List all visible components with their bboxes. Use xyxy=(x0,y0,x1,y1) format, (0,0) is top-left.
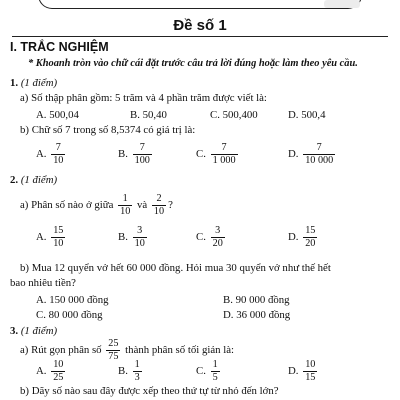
question-text: thành phân số tối giản là: xyxy=(125,344,235,356)
denominator: 10 000 xyxy=(305,155,334,167)
fraction xyxy=(133,359,142,384)
q1b-option-c[interactable] xyxy=(196,141,240,167)
title-divider xyxy=(12,36,388,37)
option-letter: B. xyxy=(118,148,128,160)
numerator: 1 xyxy=(212,359,218,371)
q3a-option-d[interactable] xyxy=(288,358,319,384)
denominator: 5 xyxy=(212,372,218,384)
option-letter: B. xyxy=(118,365,128,377)
numerator: 7 xyxy=(133,142,152,155)
numerator: 10 xyxy=(305,359,316,371)
numerator: 15 xyxy=(53,225,64,237)
numerator: 3 xyxy=(211,225,225,238)
option-letter: C. xyxy=(196,231,206,243)
fraction xyxy=(133,225,147,250)
page-title: Đề số 1 xyxy=(173,17,227,34)
numerator: 3 xyxy=(133,225,147,238)
question-number: 1. xyxy=(10,77,19,89)
denominator: 10 xyxy=(53,238,64,250)
numerator: 10 xyxy=(53,359,64,371)
q1b-option-a[interactable] xyxy=(36,141,67,167)
q2a-option-d[interactable] xyxy=(288,224,319,250)
denominator: 15 xyxy=(305,372,316,384)
numerator: 15 xyxy=(305,225,316,237)
fraction xyxy=(303,225,317,250)
denominator: 10 xyxy=(134,238,145,250)
q1a-option-d[interactable]: D. 500,4 xyxy=(288,109,326,121)
fraction xyxy=(211,142,238,167)
question-1-heading xyxy=(10,77,57,89)
denominator: 1 000 xyxy=(212,155,236,167)
option-letter: B. xyxy=(118,231,128,243)
numerator: 1 xyxy=(134,359,140,371)
q1b-option-d[interactable] xyxy=(288,141,337,167)
q2-part-a-text xyxy=(20,192,173,218)
question-text: a) Phân số nào ở giữa xyxy=(20,199,114,211)
denominator: 20 xyxy=(305,238,316,250)
fraction xyxy=(303,142,335,167)
q1b-option-b[interactable] xyxy=(118,141,154,167)
q3a-option-c[interactable] xyxy=(196,358,222,384)
fraction xyxy=(51,225,65,250)
q2a-option-b[interactable] xyxy=(118,224,149,250)
option-letter: A. xyxy=(36,148,47,160)
q3-part-b-text: b) Dãy số nào sau đây được xếp theo thứ tự từ nhỏ đến lớn? xyxy=(20,385,279,397)
question-mark: ? xyxy=(168,199,173,211)
denominator: 75 xyxy=(108,351,119,363)
q3a-option-a[interactable] xyxy=(36,358,67,384)
numerator: 2 xyxy=(152,193,166,206)
q1-part-b-text: b) Chữ số 7 trong số 8,5374 có giá trị là: xyxy=(20,124,196,136)
q2a-option-c[interactable] xyxy=(196,224,227,250)
option-letter: A. xyxy=(36,365,47,377)
question-points: (1 điểm) xyxy=(20,174,58,186)
question-number: 3. xyxy=(10,325,19,337)
option-letter: A. xyxy=(36,231,47,243)
question-2-heading xyxy=(10,174,57,186)
q2b-option-b[interactable]: B. 90 000 đồng xyxy=(223,294,290,306)
question-points: (1 điểm) xyxy=(20,325,58,337)
numerator: 7 xyxy=(303,142,335,155)
q2b-option-c[interactable]: C. 80 000 đồng xyxy=(36,309,103,321)
fraction xyxy=(211,359,220,384)
numerator: 7 xyxy=(211,142,238,155)
q2a-option-a[interactable] xyxy=(36,224,67,250)
question-text: a) Rút gọn phân số xyxy=(20,344,102,356)
instruction-text: * Khoanh tròn vào chữ cái đặt trước câu trả lời đúng hoặc làm theo yêu cầu. xyxy=(28,58,358,69)
fraction xyxy=(51,142,65,167)
question-number: 2. xyxy=(10,174,19,186)
numerator: 1 xyxy=(118,193,132,206)
denominator: 10 xyxy=(53,155,64,167)
question-text: và xyxy=(137,199,148,211)
option-letter: D. xyxy=(288,148,299,160)
scan-smudge xyxy=(324,0,360,8)
fraction xyxy=(303,359,317,384)
denominator: 10 xyxy=(153,206,165,218)
page-top-decoration xyxy=(0,0,400,14)
q2-part-b-text-line-1: b) Mua 12 quyển vở hết 60 000 đồng. Hỏi mua 30 quyển vở như thế hết xyxy=(20,262,331,274)
q1a-option-b[interactable]: B. 50,40 xyxy=(130,109,167,121)
numerator: 25 xyxy=(108,338,119,350)
fraction xyxy=(51,359,65,384)
denominator: 3 xyxy=(134,372,140,384)
fraction xyxy=(152,193,166,218)
q1-part-a-text: a) Số thập phân gồm: 5 trăm và 4 phần trăm được viết là: xyxy=(20,92,267,104)
denominator: 10 xyxy=(120,206,131,218)
q1a-option-a[interactable]: A. 500,04 xyxy=(36,109,79,121)
option-letter: D. xyxy=(288,365,299,377)
q2b-option-d[interactable]: D. 36 000 đồng xyxy=(223,309,291,321)
q2-part-b-text-line-2: bao nhiêu tiền? xyxy=(10,277,76,289)
section-heading: I. TRẮC NGHIỆM xyxy=(10,40,109,54)
header-frame xyxy=(38,0,362,9)
denominator: 100 xyxy=(134,155,150,167)
denominator: 25 xyxy=(53,372,64,384)
option-letter: D. xyxy=(288,231,299,243)
question-points: (1 điểm) xyxy=(20,77,58,89)
q3a-option-b[interactable] xyxy=(118,358,144,384)
fraction xyxy=(133,142,152,167)
q1a-option-c[interactable]: C. 500,400 xyxy=(210,109,258,121)
option-letter: C. xyxy=(196,365,206,377)
question-3-heading xyxy=(10,325,57,337)
fraction xyxy=(211,225,225,250)
option-letter: C. xyxy=(196,148,206,160)
q2b-option-a[interactable]: A. 150 000 đồng xyxy=(36,294,109,306)
denominator: 20 xyxy=(212,238,223,250)
fraction xyxy=(118,193,132,218)
numerator: 7 xyxy=(51,142,65,155)
